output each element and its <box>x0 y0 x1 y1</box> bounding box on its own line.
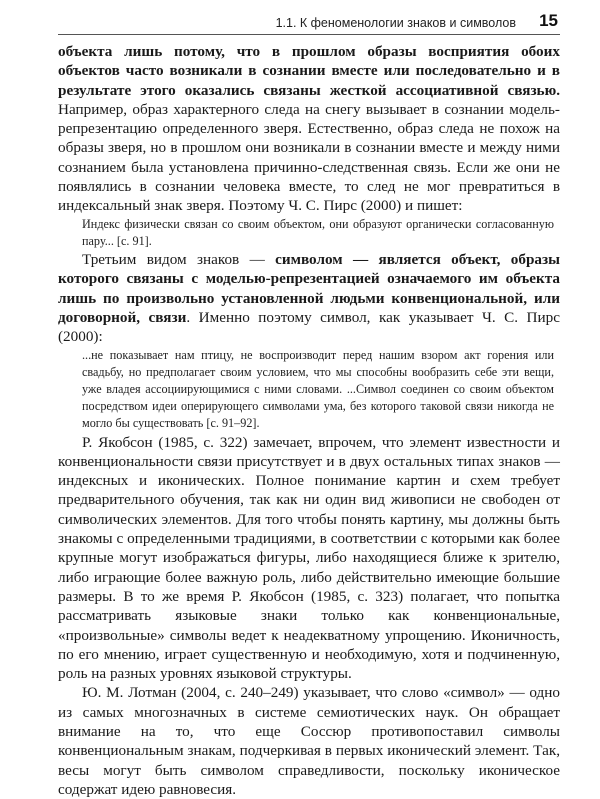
paragraph-2-post: . Именно поэтому символ, как указывает Ч. С. Пирс (2000): <box>58 308 560 346</box>
paragraph-2-bold: символом — является объект, образы которого связаны с моделью-репрезентацией означаемого им объекта лишь по произвольно установленной людьми конвенциональной, или договорной, связи <box>58 251 560 326</box>
header-title: 1.1. К феноменологии знаков и символов <box>275 16 516 30</box>
paragraph-3: Р. Якобсон (1985, с. 322) замечает, впрочем, что элемент известности и конвенциональности связи присутствует и в двух остальных типах знаков — индексных и иконических. Полное понимание картин и схем требует предварительного обучения, так как ни один вид живописи не свободен от символических элементов. Для того чтобы понять картину, мы должны быть знакомы с определенными традициями, в соответствии с которыми как более крупные могут изображаться фигуры, либо находящиеся ближе к зрителю, либо играющие более важную роль, либо действительно имеющие большие размеры. В то же время Р. Якобсон (1985, с. 323) полагает, что попытка рассматривать языковые знаки только как конвенциональные, «произвольные» символы ведет к неадекватному упрощению. Иконичность, по его мнению, играет существенную и необходимую, хотя и подчиненную, роль на разных уровнях языковой структуры. <box>58 433 560 683</box>
page-number: 15 <box>539 11 558 30</box>
page-body <box>58 42 560 799</box>
paragraph-2-pre: Третьим видом знаков — <box>82 251 276 269</box>
running-header <box>58 10 560 35</box>
quote-2: ...не показывает нам птицу, не воспроизводит перед нашим взором акт горения или свадьбу, но предполагает своим условием, что мы способны вообразить себе эти вещи, уже владея ассоциирующимися с ними словами. ...Символ соединен со своим объектом посредством идеи оперирующего символами ума, без которого таковой связи никогда не могло бы существовать [с. 91–92]. <box>82 347 554 431</box>
paragraph-4: Ю. М. Лотман (2004, с. 240–249) указывает, что слово «символ» — одно из самых многозначных в системе семиотических наук. Он обращает внимание на то, что еще Соссюр противопоставил символы конвенциональным знакам, подчеркивая в первых иконический элемент. Так, весы могут быть символом справедливости, поскольку иконическое содержат идею равновесия. <box>58 684 560 798</box>
paragraph-2 <box>58 250 560 346</box>
quote-1: Индекс физически связан со своим объектом, они образуют органически согласованную пару... [с. 91]. <box>82 216 554 248</box>
paragraph-1 <box>58 42 560 216</box>
paragraph-1-text: Например, образ характерного следа на снегу вызывает в сознании модель-репрезентацию определенного зверя. Естественно, образ следа не похож на образы зверя, но в прошлом они возникали в сознании вместе и между ними сознанием была установлена причинно-следственная связь. Если же они не появлялись в сознании человека вместе, то след не мог превратиться в индексальный знак зверя. Поэтому Ч. С. Пирс (2000) и пишет: <box>58 100 560 215</box>
paragraph-1-bold: объекта лишь потому, что в прошлом образы восприятия обоих объектов часто возникали в сознании вместе или последовательно и в результате этого оказались связаны жесткой ассоциативной связью. <box>58 43 560 99</box>
